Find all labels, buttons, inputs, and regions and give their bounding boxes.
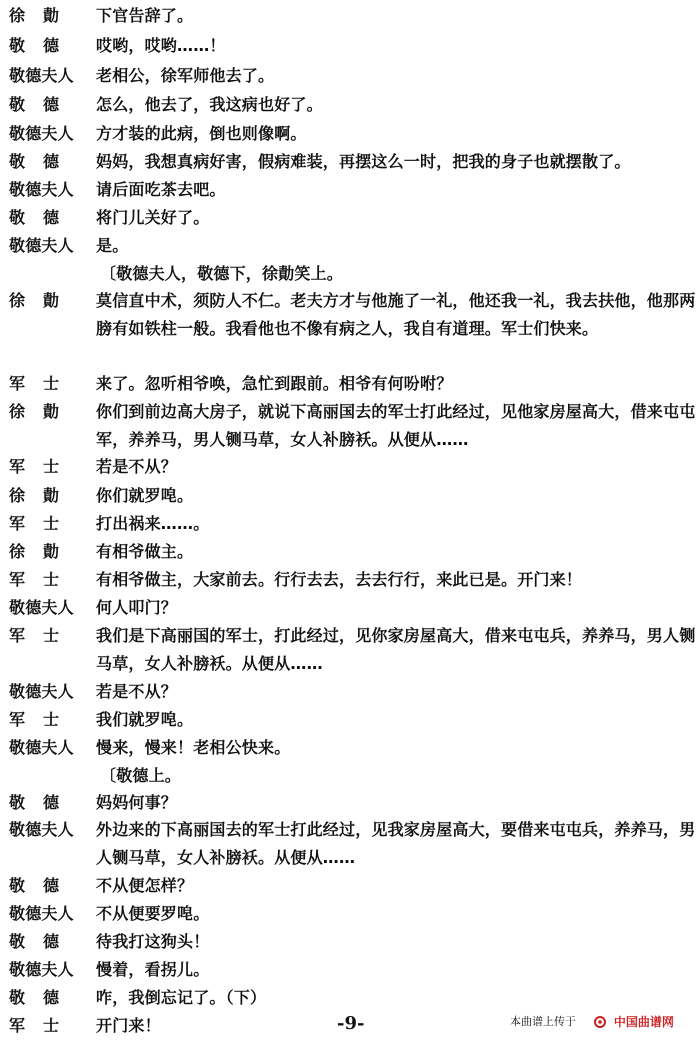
dialogue-text: 将门儿关好了。 (96, 208, 210, 227)
dialogue-text: 若是不从？ (96, 457, 178, 476)
dialogue-text: 妈妈何事？ (96, 793, 178, 812)
dialogue-text: 哎哟，哎哟……！ (96, 36, 226, 55)
dialogue-text: 你们就罗唣。 (96, 486, 194, 505)
speaker-name: 徐勣 (9, 291, 78, 310)
speaker-name: 敬德 (9, 988, 78, 1007)
speaker-name: 敬德 (9, 793, 78, 812)
speaker-name: 敬德 (9, 152, 78, 171)
speaker-name: 军士 (9, 374, 78, 393)
dialogue-text: 待我打这狗头！ (96, 932, 210, 951)
speaker-name: 敬德 (9, 876, 78, 895)
speaker-name: 敬德夫人 (9, 682, 74, 701)
site-logo[interactable] (594, 1012, 674, 1032)
dialogue-text: 莫信直中术，须防人不仁。老夫方才与他施了一礼，他还我一礼，我去扶他，他那两膀有如铁柱一般。我看他也不像有病之人，我自有道理。军士们快来。 (96, 291, 696, 338)
dialogue-text: 怎么，他去了，我这病也好了。 (96, 95, 323, 114)
speaker-name: 敬德 (9, 95, 78, 114)
speaker-name: 敬德夫人 (9, 960, 74, 979)
speaker-name: 敬德夫人 (9, 738, 74, 757)
speaker-name: 敬德夫人 (9, 236, 74, 255)
dialogue-text: 打出祸来……。 (96, 514, 210, 533)
dialogue-text: 老相公，徐军师他去了。 (96, 66, 275, 85)
speaker-name: 徐勣 (9, 486, 78, 505)
speaker-name: 军士 (9, 1016, 78, 1035)
page-number: -9- (337, 1013, 365, 1034)
speaker-name: 徐勣 (9, 542, 78, 561)
speaker-name: 敬德夫人 (9, 66, 74, 85)
speaker-name: 徐勣 (9, 6, 78, 25)
dialogue-text: 不从便要罗唣。 (96, 904, 210, 923)
dialogue-text: 有相爷做主。 (96, 542, 194, 561)
speaker-name: 敬德 (9, 36, 78, 55)
speaker-name: 军士 (9, 710, 78, 729)
dialogue-text: 下官告辞了。 (96, 6, 194, 25)
site-logo-icon (594, 1016, 606, 1028)
speaker-name: 军士 (9, 626, 78, 645)
speaker-name: 军士 (9, 570, 78, 589)
dialogue-text: 咋，我倒忘记了。（下） (96, 988, 267, 1007)
speaker-name: 敬德夫人 (9, 598, 74, 617)
speaker-name: 敬德夫人 (9, 180, 74, 199)
dialogue-text: 开门来！ (96, 1016, 161, 1035)
watermark-text: 本曲谱上传于 (510, 1015, 576, 1028)
dialogue-text: 外边来的下高丽国去的军士打此经过，见我家房屋高大，要借来屯屯兵，养养马，男人铡马草，女人补膀袄。从便从…… (96, 820, 696, 867)
dialogue-text: 妈妈，我想真病好害，假病难装，再摆这么一时，把我的身子也就摆散了。 (96, 152, 631, 171)
dialogue-text: 是。 (96, 236, 129, 255)
dialogue-text: 你们到前边高大房子，就说下高丽国去的军士打此经过，见他家房屋高大，借来屯屯军，养养马，男人铡马草，女人补膀袄。从便从…… (96, 402, 696, 449)
dialogue-text: 来了。忽听相爷唤，急忙到跟前。相爷有何吩咐？ (96, 374, 453, 393)
speaker-name: 敬德夫人 (9, 820, 74, 839)
dialogue-text: 何人叩门？ (96, 598, 178, 617)
dialogue-text: 若是不从？ (96, 682, 178, 701)
dialogue-text: 有相爷做主，大家前去。行行去去，去去行行，来此已是。开门来！ (96, 570, 583, 589)
speaker-name: 军士 (9, 514, 78, 533)
speaker-name: 敬德夫人 (9, 124, 74, 143)
speaker-name: 敬德 (9, 208, 78, 227)
dialogue-text: 请后面吃茶去吧。 (96, 180, 226, 199)
dialogue-text: 我们是下高丽国的军士，打此经过，见你家房屋高大，借来屯屯兵，养养马，男人铡马草，女人补膀袄。从便从…… (96, 626, 696, 673)
dialogue-text: 慢着，看拐儿。 (96, 960, 210, 979)
stage-direction-text: 〔敬德上。 (100, 766, 182, 785)
speaker-name: 军士 (9, 457, 78, 476)
stage-direction-text: 〔敬德夫人，敬德下，徐勣笑上。 (100, 264, 344, 283)
speaker-name: 敬德 (9, 932, 78, 951)
site-logo-name: 中国曲谱网 (613, 1015, 674, 1029)
dialogue-text: 不从便怎样？ (96, 876, 194, 895)
dialogue-text: 方才装的此病，倒也则像啊。 (96, 124, 307, 143)
speaker-name: 徐勣 (9, 402, 78, 421)
dialogue-text: 慢来，慢来！老相公快来。 (96, 738, 291, 757)
speaker-name: 敬德夫人 (9, 904, 74, 923)
dialogue-text: 我们就罗唣。 (96, 710, 194, 729)
